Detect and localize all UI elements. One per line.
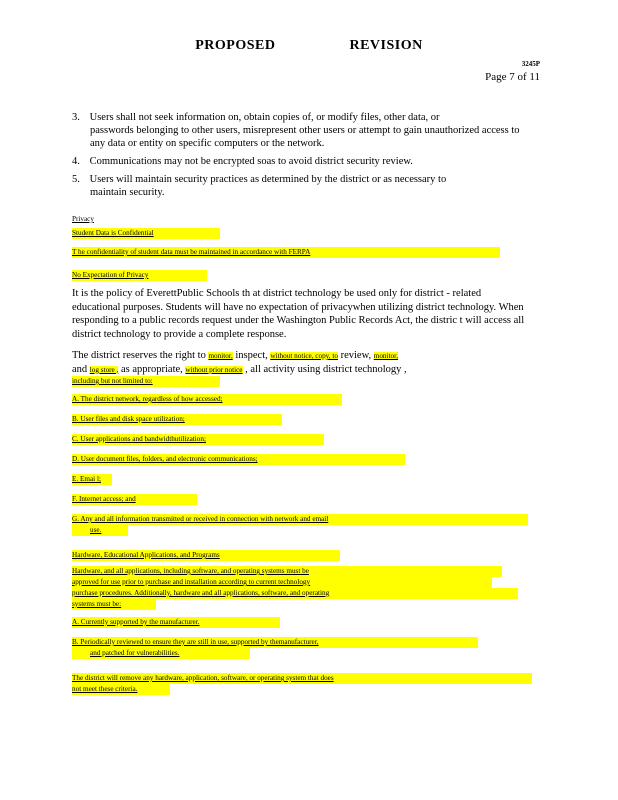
reserves-including: including but not limited to: bbox=[72, 376, 220, 387]
policy-number: 3245P bbox=[521, 60, 540, 68]
title-proposed: PROPOSED bbox=[195, 38, 276, 53]
hardware-line-1: Hardware, and all applications, including software, and operating systems must be bbox=[72, 566, 502, 577]
access-item-g-continuation: use. bbox=[72, 525, 128, 536]
reserves-text-a: The district reserves the right to bbox=[72, 350, 206, 361]
reserves-without-notice: without notice, copy, to bbox=[270, 352, 338, 360]
policy-paragraph: It is the policy of EverettPublic Schools th at district technology be used only for district - related educational purposes. Students will have no expectation of privacywhen utilizing district technology. When responding to a public records request under the Washington Public Records Act, the distric t will access all district technology to provide a complete response. bbox=[72, 288, 525, 340]
hardware-line-3: purchase procedures. Additionally, hardware and all applications, software, and operating bbox=[72, 588, 518, 599]
access-item-e: E. Emai l; bbox=[72, 474, 112, 485]
rule-3-continuation: passwords belonging to other users, misrepresent other users or attempt to gain unauthorized access to any data or entity on specific computers or the network. bbox=[90, 125, 520, 149]
no-expectation-heading: No Expectation of Privacy bbox=[72, 270, 207, 281]
reserves-review: review, bbox=[340, 350, 372, 361]
access-item-g: G. Any and all information transmitted or received in connection with network and email bbox=[72, 514, 528, 525]
reserves-and: and bbox=[72, 363, 88, 375]
reserves-without-prior-notice: without prior notice bbox=[185, 365, 243, 374]
rule-5 bbox=[72, 173, 532, 199]
reserves-paragraph bbox=[72, 349, 532, 376]
reserves-monitor: monitor, bbox=[208, 352, 233, 360]
reserves-monitor-2: monitor, bbox=[373, 352, 399, 360]
hardware-line-4: systems must be: bbox=[72, 599, 156, 610]
title-revision: REVISION bbox=[349, 38, 423, 53]
reserves-appropriate: as appropriate, bbox=[120, 363, 183, 375]
rule-3-number: 3. bbox=[72, 112, 80, 123]
ferpa-line: T he confidentiality of student data must be maintained in accordance with FERPA bbox=[72, 247, 500, 258]
rule-3-text: Users shall not seek information on, obtain copies of, or modify files, other data, or bbox=[89, 112, 440, 123]
removal-line-1: The district will remove any hardware, application, software, or operating system that does bbox=[72, 673, 532, 684]
rule-5-number: 5. bbox=[72, 174, 80, 185]
reserves-activity: , all activity using district technology , bbox=[245, 363, 407, 375]
hardware-item-b: B. Periodically reviewed to ensure they are still in use, supported by themanufacturer, bbox=[72, 637, 478, 648]
hardware-heading: Hardware, Educational Applications, and Programs bbox=[72, 550, 340, 561]
rule-5-continuation: maintain security. bbox=[90, 187, 165, 198]
access-item-b: B. User files and disk space utilization; bbox=[72, 414, 282, 425]
removal-line-2: not meet these criteria. bbox=[72, 684, 170, 695]
reserves-inspect: inspect, bbox=[235, 350, 268, 361]
privacy-heading: Privacy bbox=[72, 215, 94, 223]
rule-5-text: Users will maintain security practices as determined by the district or as necessary to bbox=[89, 174, 447, 185]
rule-4-text: Communications may not be encrypted soas to avoid district security review. bbox=[89, 156, 413, 167]
rule-4 bbox=[72, 155, 532, 168]
rule-4-number: 4. bbox=[72, 156, 80, 167]
student-data-heading: Student Data is Confidential bbox=[72, 228, 220, 239]
access-item-a: A. The district network, regardless of how accessed; bbox=[72, 394, 342, 405]
access-item-d: D. User document files, folders, and electronic communications; bbox=[72, 454, 405, 465]
access-item-f: F. Internet access; and bbox=[72, 494, 197, 505]
reserves-log-store: log store , bbox=[89, 365, 119, 374]
hardware-item-b-continuation: and patched for vulnerabilities. bbox=[72, 648, 250, 659]
hardware-line-2: approved for use prior to purchase and installation according to current technology bbox=[72, 577, 492, 588]
rules-list bbox=[72, 111, 532, 199]
rule-3 bbox=[72, 111, 532, 150]
document-body bbox=[72, 111, 532, 695]
hardware-item-a: A. Currently supported by the manufacturer. bbox=[72, 617, 280, 628]
page-title bbox=[0, 38, 618, 54]
access-item-c: C. User applications and bandwidthutilization; bbox=[72, 434, 324, 445]
page-number: Page 7 of 11 bbox=[485, 71, 540, 83]
